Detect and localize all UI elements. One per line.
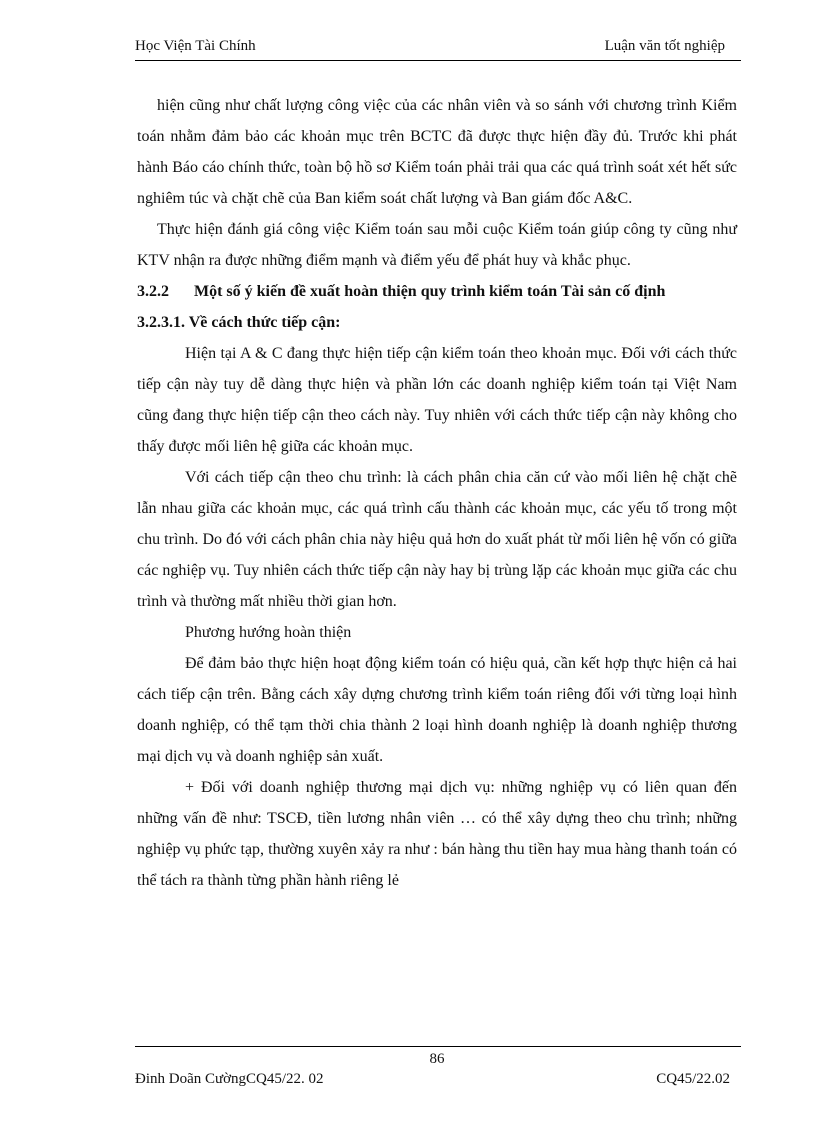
paragraph-improvement: Để đảm bảo thực hiện hoạt động kiểm toán có hiệu quả, cần kết hợp thực hiện cả hai cách tiếp cận trên. Bằng cách xây dựng chương trình kiểm toán riêng đối với từng loại hình doanh nghiệp, có thể tạm thời chia thành 2 loại hình doanh nghiệp là doanh nghiệp thương mại dịch vụ và doanh nghiệp sản xuất. [137, 655, 737, 765]
subsection-heading: 3.2.3.1. Về cách thức tiếp cận: [137, 314, 341, 331]
section-title: Một số ý kiến đề xuất hoàn thiện quy trình kiểm toán Tài sản cố định [194, 283, 666, 300]
paragraph-service-firms: + Đối với doanh nghiệp thương mại dịch vụ: những nghiệp vụ có liên quan đến những vấn đề như: TSCĐ, tiền lương nhân viên … có thể xây dựng theo chu trình; những nghiệp vụ phức tạp, thường xuyên xảy ra như : bán hàng thu tiền hay mua hàng thanh toán có thể tách ra thành từng phần hành riêng lẻ [137, 779, 737, 889]
page-number: 86 [429, 1051, 445, 1067]
header-document-type: Luận văn tốt nghiệp [604, 38, 725, 54]
footer-divider [135, 1046, 741, 1047]
paragraph-direction-label: Phương hướng hoàn thiện [185, 624, 352, 641]
paragraph-evaluation: Thực hiện đánh giá công việc Kiểm toán sau mỗi cuộc Kiểm toán giúp công ty cũng như KTV nhận ra được những điểm mạnh và điểm yếu để phát huy và khắc phục. [137, 221, 737, 269]
footer-author: Đinh Doãn CườngCQ45/22. 02 [135, 1071, 324, 1087]
paragraph-continued: hiện cũng như chất lượng công việc của các nhân viên và so sánh với chương trình Kiểm toán nhằm đảm bảo các khoản mục trên BCTC đã được thực hiện đầy đủ. Trước khi phát hành Báo cáo chính thức, toàn bộ hồ sơ Kiểm toán phải trải qua các quá trình soát xét hết sức nghiêm túc và chặt chẽ của Ban kiểm soát chất lượng và Ban giám đốc A&C. [137, 97, 737, 207]
footer-class-code: CQ45/22.02 [656, 1071, 730, 1087]
page-body [137, 90, 737, 896]
paragraph-current-approach: Hiện tại A & C đang thực hiện tiếp cận kiểm toán theo khoản mục. Đối với cách thức tiếp cận này tuy dễ dàng thực hiện và phần lớn các doanh nghiệp kiểm toán tại Việt Nam cũng đang thực hiện tiếp cận theo cách này. Tuy nhiên với cách thức tiếp cận này không cho thấy được mối liên hệ giữa các khoản mục. [137, 345, 737, 455]
section-number: 3.2.2 [137, 283, 169, 300]
section-heading [137, 276, 737, 307]
page-header [135, 38, 741, 61]
paragraph-cycle-approach: Với cách tiếp cận theo chu trình: là cách phân chia căn cứ vào mối liên hệ chặt chẽ lẫn nhau giữa các khoản mục, các quá trình cấu thành các khoản mục, các yếu tố trong một chu trình. Do đó với cách phân chia này hiệu quả hơn do xuất phát từ mối liên hệ vốn có giữa các nghiệp vụ. Tuy nhiên cách thức tiếp cận này hay bị trùng lặp các khoản mục giữa các chu trình và thường mất nhiều thời gian hơn. [137, 469, 737, 610]
header-institution: Học Viện Tài Chính [135, 38, 256, 54]
